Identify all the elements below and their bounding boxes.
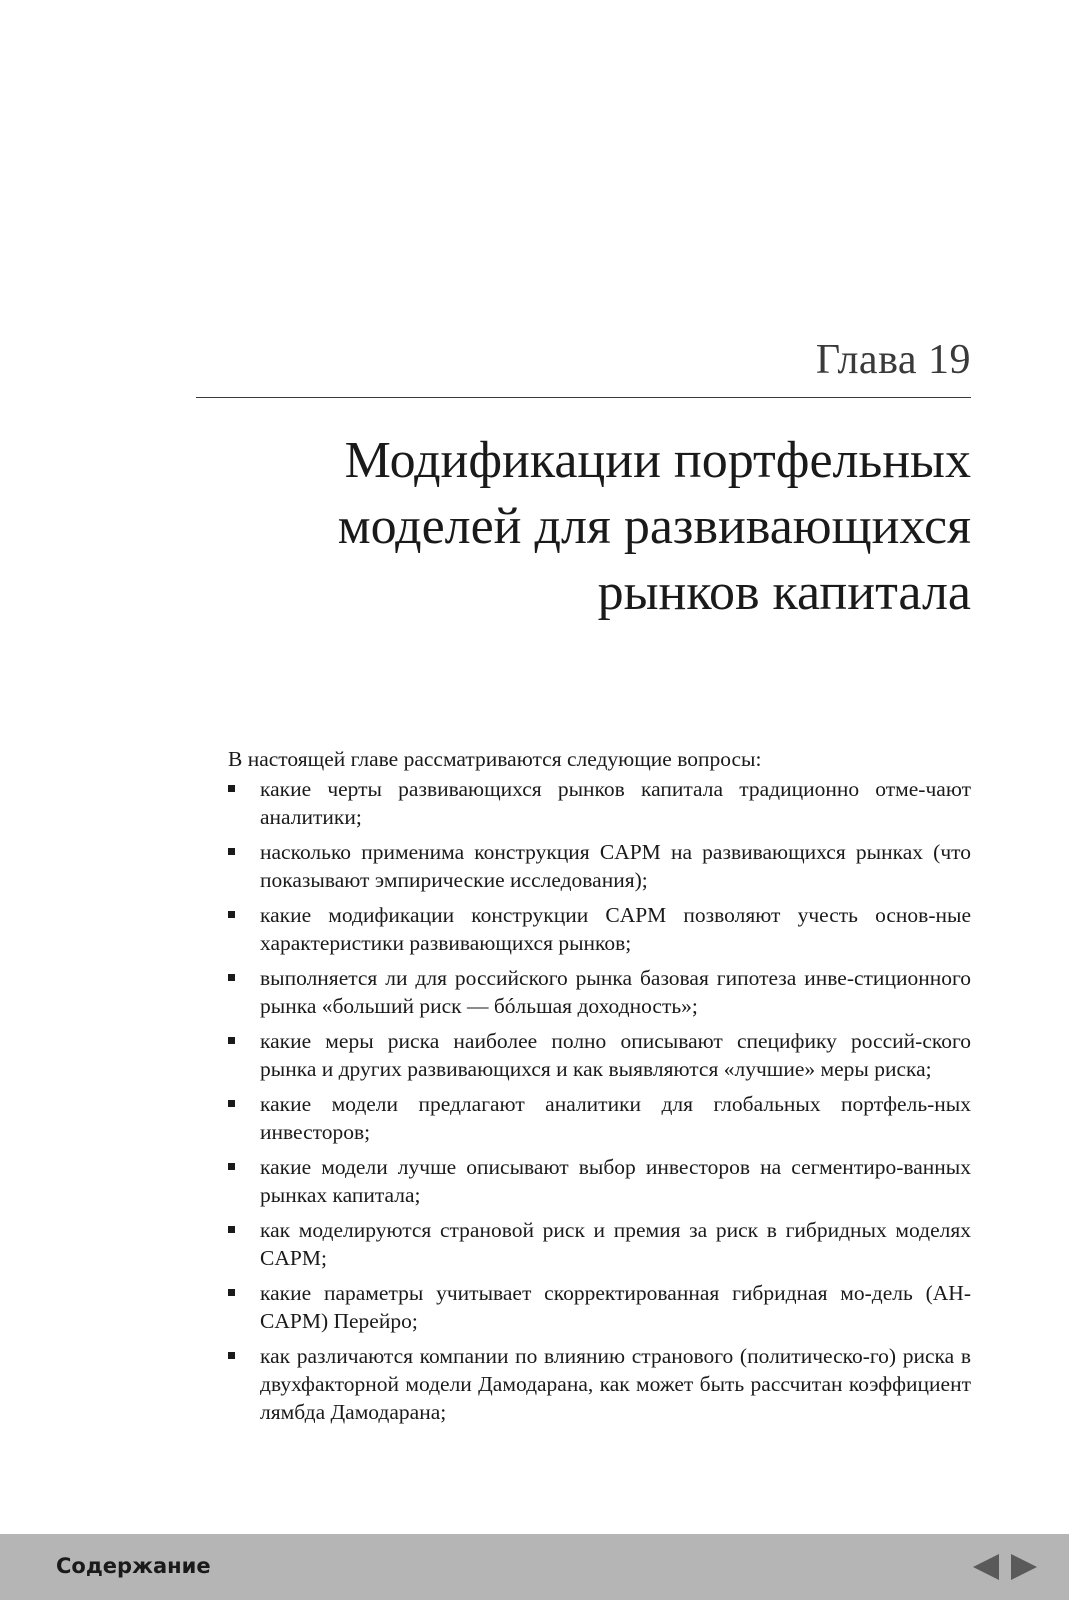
list-item: какие модификации конструкции CAPM позволяют учесть основ-ные характеристики развивающихся рынков; xyxy=(228,901,971,957)
chapter-title xyxy=(211,428,971,626)
list-item: выполняется ли для российского рынка базовая гипотеза инве-стиционного рынка «больший риск — бóльшая доходность»; xyxy=(228,964,971,1020)
list-item: как моделируются страновой риск и премия за риск в гибридных моделях CAPM; xyxy=(228,1216,971,1272)
divider xyxy=(196,397,971,398)
next-page-button[interactable] xyxy=(1007,1550,1041,1584)
chapter-intro-section xyxy=(228,745,971,1433)
triangle-left-icon xyxy=(969,1550,1003,1584)
contents-link[interactable]: Содержание xyxy=(56,1554,211,1578)
prev-page-button[interactable] xyxy=(969,1550,1003,1584)
list-item: какие параметры учитывает скорректированная гибридная мо-дель (AH-CAPM) Перейро; xyxy=(228,1279,971,1335)
chapter-label: Глава 19 xyxy=(815,337,971,383)
list-item: какие модели лучше описывают выбор инвесторов на сегментиро-ванных рынках капитала; xyxy=(228,1153,971,1209)
footer-bar xyxy=(0,1534,1069,1600)
list-item: какие модели предлагают аналитики для глобальных портфель-ных инвесторов; xyxy=(228,1090,971,1146)
topics-list xyxy=(228,775,971,1426)
list-item: какие меры риска наиболее полно описывают специфику россий-ского рынка и других развивающихся и как выявляются «лучшие» меры риска; xyxy=(228,1027,971,1083)
intro-text: В настоящей главе рассматриваются следующие вопросы: xyxy=(228,747,762,771)
triangle-right-icon xyxy=(1007,1550,1041,1584)
list-item: какие черты развивающихся рынков капитала традиционно отме-чают аналитики; xyxy=(228,775,971,831)
chapter-title-line: Модификации портфельных xyxy=(344,432,971,489)
chapter-title-line: рынков капитала xyxy=(597,564,971,621)
list-item: как различаются компании по влиянию странового (политическо-го) риска в двухфакторной модели Дамодарана, как может быть рассчитан коэффициент лямбда Дамодарана; xyxy=(228,1342,971,1426)
chapter-title-line: моделей для развивающихся xyxy=(337,498,971,555)
list-item: насколько применима конструкция CAPM на развивающихся рынках (что показывают эмпирические исследования); xyxy=(228,838,971,894)
